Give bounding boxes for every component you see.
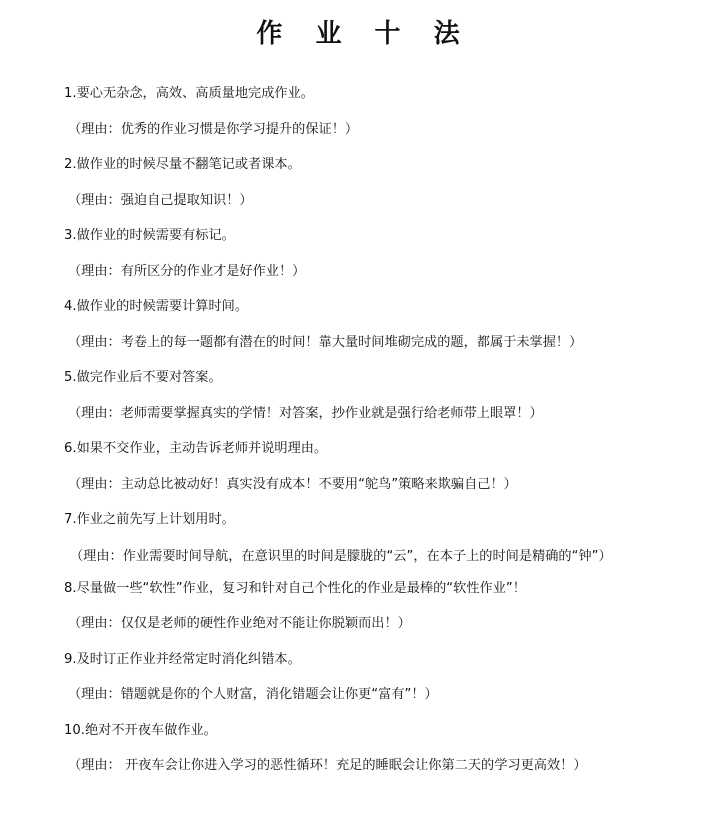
- rule-10: [64, 719, 704, 779]
- rule-6: [64, 437, 704, 497]
- rule-3: [64, 224, 704, 284]
- rule-1: [64, 82, 704, 142]
- rule-reason: （理由：强迫自己提取知识！）: [68, 192, 253, 208]
- rule-reason: （理由：错题就是你的个人财富，消化错题会让你更“富有”！）: [68, 687, 438, 702]
- rules-list: [64, 82, 704, 790]
- rule-4: [64, 295, 704, 355]
- rule-reason: （理由：老师需要掌握真实的学情！对答案，抄作业就是强行给老师带上眼罩！）: [68, 405, 543, 421]
- rule-text: 7.作业之前先写上计划用时。: [64, 512, 235, 527]
- rule-8: [64, 577, 704, 637]
- rule-5: [64, 366, 704, 426]
- rule-reason: （理由： 开夜车会让你进入学习的恶性循环！充足的睡眠会让你第二天的学习更高效！）: [68, 758, 587, 773]
- page-title: 作 业 十 法: [256, 19, 472, 49]
- rule-reason: （理由：有所区分的作业才是好作业！）: [68, 263, 306, 279]
- rule-reason: （理由：仅仅是老师的硬性作业绝对不能让你脱颖而出！）: [68, 616, 411, 631]
- rule-text: 2.做作业的时候尽量不翻笔记或者课本。: [64, 157, 301, 172]
- rule-text: 1.要心无杂念，高效、高质量地完成作业。: [64, 86, 314, 101]
- rule-reason: （理由：作业需要时间导航，在意识里的时间是朦胧的“云”，在本子上的时间是精确的“钟”）: [70, 548, 612, 564]
- rule-9: [64, 648, 704, 708]
- rule-text: 8.尽量做一些“软性”作业，复习和针对自己个性化的作业是最棒的“软性作业”！: [64, 580, 526, 596]
- rule-reason: （理由：考卷上的每一题都有潜在的时间！靠大量时间堆砌完成的题，都属于未掌握！）: [68, 334, 583, 350]
- rule-text: 5.做完作业后不要对答案。: [64, 370, 222, 385]
- rule-text: 3.做作业的时候需要有标记。: [64, 228, 235, 243]
- rule-reason: （理由：主动总比被动好！真实没有成本！不要用“鸵鸟”策略来欺骗自己！）: [68, 476, 517, 492]
- rule-reason: （理由：优秀的作业习惯是你学习提升的保证！）: [68, 121, 359, 137]
- rule-2: [64, 153, 704, 213]
- rule-text: 4.做作业的时候需要计算时间。: [64, 299, 249, 314]
- rule-text: 9.及时订正作业并经常定时消化纠错本。: [64, 651, 301, 667]
- rule-7: [64, 508, 704, 570]
- rule-text: 6.如果不交作业，主动告诉老师并说明理由。: [64, 441, 328, 456]
- rule-text: 10.绝对不开夜车做作业。: [64, 722, 217, 738]
